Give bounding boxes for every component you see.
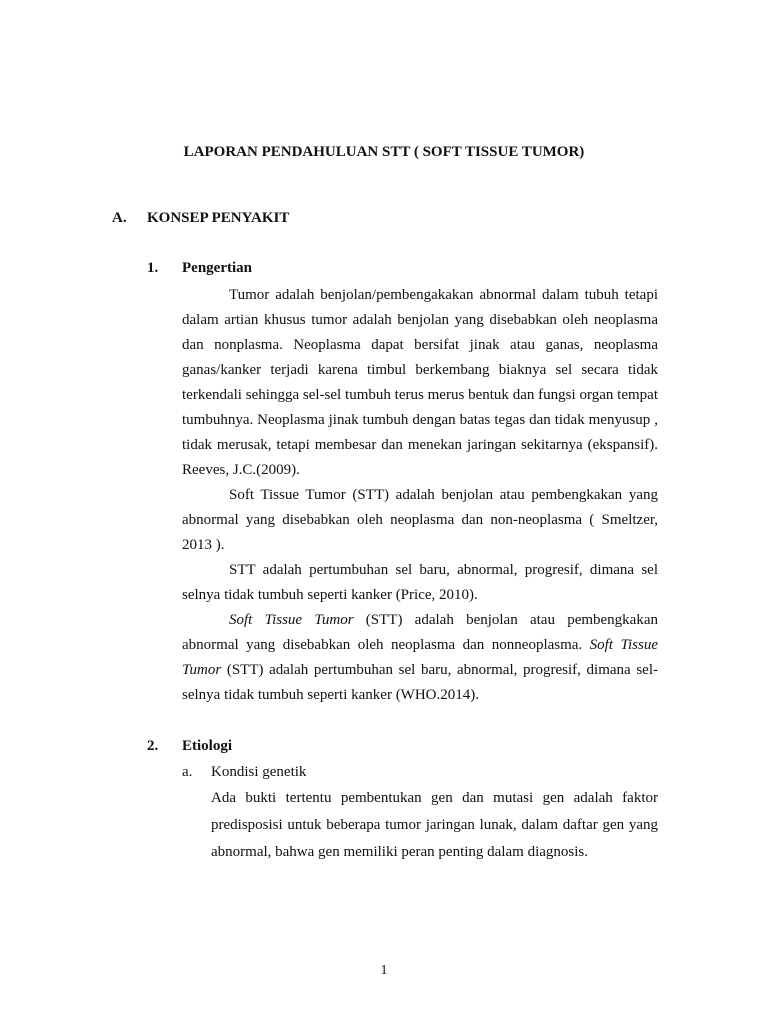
paragraph-tumor-definition: Tumor adalah benjolan/pembengakakan abnormal dalam tubuh tetapi dalam artian khusus tumor adalah benjolan yang disebabkan oleh neoplasma dan nonplasma. Neoplasma dapat bersifat jinak atau ganas, neoplasma ganas/kanker terjadi karena timbul berkembang biaknya sel secara tidak terkendali sehingga sel-sel tumbuh terus merus bentuk dan fungsi organ tempat tumbuhnya. Neoplasma jinak tumbuh dengan batas tegas dan tidak menyusup , tidak merusak, tetapi membesar dan menekan jaringan sekitarnya (ekspansif). Reeves, J.C.(2009).: [182, 287, 658, 478]
subitem-a-body: Ada bukti tertentu pembentukan gen dan mutasi gen adalah faktor predisposisi untuk beberapa tumor jaringan lunak, dalam daftar gen yang abnormal, bahwa gen memiliki peran penting dalam diagnosis.: [211, 790, 658, 860]
item-2-number: 2.: [147, 738, 159, 754]
section-a-label: A.: [112, 210, 127, 226]
subitem-a-label: a.: [182, 764, 193, 780]
subitem-a-heading: Kondisi genetik: [211, 764, 307, 780]
paragraph-stt-price: STT adalah pertumbuhan sel baru, abnormal, progresif, dimana sel selnya tidak tumbuh seperti kanker (Price, 2010).: [182, 562, 658, 603]
section-a-heading: KONSEP PENYAKIT: [147, 210, 290, 226]
paragraph-stt-who: [182, 608, 658, 708]
paragraph-text: (STT) adalah pertumbuhan sel baru, abnormal, progresif, dimana sel-selnya tidak tumbuh seperti kanker (WHO.2014).: [182, 662, 658, 703]
page-number: 1: [380, 963, 388, 978]
item-2-heading: Etiologi: [182, 738, 233, 754]
pengertian-body: [182, 283, 658, 708]
item-1-heading: Pengertian: [182, 260, 252, 276]
paragraph-text: (STT) adalah benjolan atau pembengkakan abnormal yang disebabkan oleh neoplasma dan nonneoplasma.: [182, 612, 658, 653]
item-1-number: 1.: [147, 260, 159, 276]
italic-term: Soft Tissue Tumor: [229, 612, 354, 628]
document-title: LAPORAN PENDAHULUAN STT ( SOFT TISSUE TUMOR): [183, 144, 585, 160]
italic-term: Soft Tissue Tumor: [182, 637, 658, 678]
paragraph-stt-smeltzer: Soft Tissue Tumor (STT) adalah benjolan atau pembengkakan yang abnormal yang disebabkan oleh neoplasma dan non-neoplasma ( Smeltzer, 2013 ).: [182, 487, 658, 553]
